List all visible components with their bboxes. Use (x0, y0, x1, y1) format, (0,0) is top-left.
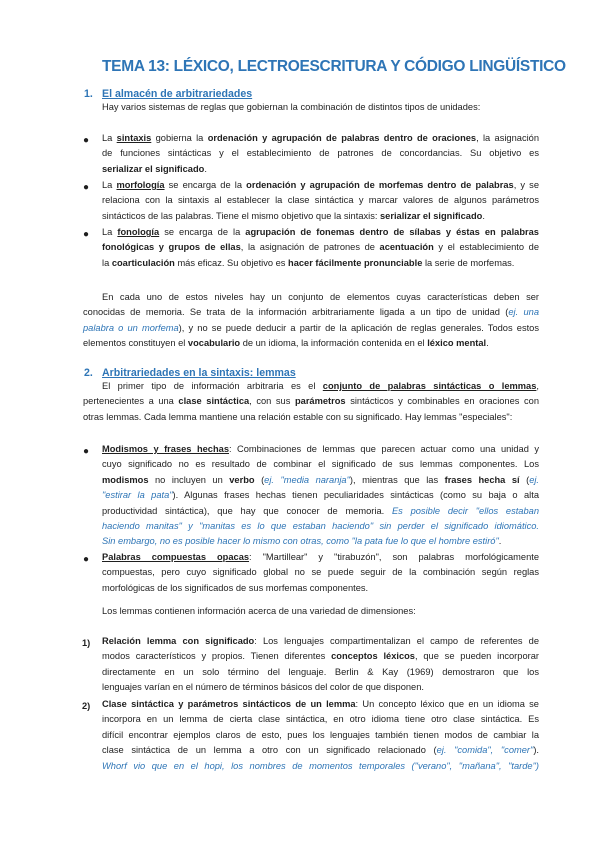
section-title: El almacén de arbitrariedades (102, 88, 253, 100)
bullet-fonologia (102, 225, 539, 271)
page-title: TEMA 13: LÉXICO, LECTROESCRITURA Y CÓDIGO LINGÜÍSTICO (102, 58, 566, 75)
text-line: otras lemmas. Cada lemma mantiene una relación estable con su significado. Hay lemmas "especiales": (83, 411, 513, 422)
text-line: sintácticos de las palabras. Tiene el mismo objetivo que la sintaxis: serializar el significado. (102, 210, 485, 221)
text-line: haciendo manitas" y "manitas es lo que estaban haciendo" sin perder el significado idiomático. (102, 521, 539, 532)
text-line: productividad sintáctica), que hay que conocer de memoria. Es posible decir "ellos estaban (102, 505, 539, 516)
section-title: Arbitrariedades en la sintaxis: lemmas (102, 367, 296, 379)
bullet-icon: ● (83, 182, 90, 193)
text-line: En cada uno de estos niveles hay un conjunto de elementos cuyas características deben ser (102, 292, 539, 302)
text-line: Relación lemma con significado: Los lenguajes compartimentalizan el campo de referentes de (102, 636, 540, 646)
text-line: modismos no incluyen un verbo (ej. "media naranja"), mientras que las frases hecha sí (ej. (102, 474, 540, 485)
numbered-item-1 (102, 634, 539, 696)
text-line: clase sintáctica de un lemma a otro con un significado relacionado (ej. "comida", "comer"). (102, 745, 539, 756)
list-number: 1) (82, 638, 91, 648)
text-line: Palabras compuestas opacas: "Martillear" y "tirabuzón", son palabras morfológicamente (102, 552, 539, 562)
text-line: incorpora en un lemma de cierta clase sintáctica, en otro idioma tiene otro clase sintáctica. Es (102, 714, 539, 725)
intro-text (102, 100, 542, 115)
section-number: 1. (84, 88, 93, 100)
bullet-icon: ● (83, 229, 90, 240)
text-line: de funciones sintácticas y el establecimiento de patrones de concordancias. Su objetivo es (102, 148, 539, 159)
bullet-morfologia (102, 178, 539, 224)
bullet-icon: ● (83, 446, 90, 457)
text-line: cuyo significado no es resultado de combinar el significado de sus lemmas componentes. Los (102, 459, 539, 470)
section-heading-1 (84, 88, 252, 100)
paragraph-lemmas (83, 379, 539, 425)
text-line: palabra o un morfema), y no se puede deducir a partir de la aplicación de reglas generales. Todos estos (83, 322, 539, 333)
text-line: Modismos y frases hechas: Combinaciones de lemmas que parecen actuar como una unidad y (102, 444, 540, 454)
text-line: Whorf vio que en el hopi, los nombres de momentos temporales ("verano", "mañana", "tarde") (102, 760, 539, 771)
text-line: directamente en un solo término del lenguaje. Berlin & Kay (1969) demostraron que los (102, 666, 539, 677)
intro-line: Hay varios sistemas de reglas que gobiernan la combinación de distintos tipos de unidades: (102, 102, 481, 112)
text-line: La morfología se encarga de la ordenación y agrupación de morfemas dentro de palabras, y se (102, 180, 540, 190)
numbered-item-2 (102, 697, 539, 774)
bullet-icon: ● (83, 554, 90, 565)
bullet-modismos (102, 442, 539, 550)
list-number: 2) (82, 701, 91, 711)
text-line: El primer tipo de información arbitraria es el conjunto de palabras sintácticas o lemmas, (102, 381, 539, 391)
text-line: serializar el significado. (102, 163, 207, 174)
text-line: "estirar la pata"). Algunas frases hechas tienen peculiaridades sintácticas (como su baja o alta (102, 490, 539, 501)
text-line: relaciona con la sintaxis al establecer la clase sintáctica y marcar valores de algunos parámetros (102, 195, 539, 206)
text-line: modos característicos y propios. Tienen diferentes conceptos léxicos, que se pueden incorporar (102, 651, 539, 662)
text-line: elementos constituyen el vocabulario de un idioma, la información contenida en el léxico mental. (83, 338, 489, 349)
text-line: la coarticulación más eficaz. Su objetivo es hacer fácilmente pronunciable la serie de morfemas. (102, 257, 515, 268)
text-line: La sintaxis gobierna la ordenación y agrupación de palabras dentro de oraciones, la asignación (102, 133, 540, 143)
text-line: morfológicas de los significados de sus morfemas componentes. (102, 582, 369, 593)
text-line: lenguajes varían en el número de términos básicos del color de que disponen. (102, 682, 424, 693)
text-line: conocidas de memoria. Se trata de la información arbitrariamente ligada a un tipo de unidad (ej. una (83, 307, 539, 318)
text-line: compuestas, pero cuyo significado global no se puede seguir de la combinación según reglas (102, 567, 539, 578)
bullet-sintaxis (102, 131, 539, 177)
paragraph-dimensiones (102, 604, 539, 619)
paragraph-vocabulario (83, 290, 539, 352)
bullet-icon: ● (83, 135, 90, 146)
text-line: difícil encontrar ejemplos claros de esto, pues los lenguajes también tienen modos de cambiar la (102, 729, 539, 740)
text-line: pertenecientes a una clase sintáctica, con sus parámetros sintácticos y combinables en oraciones con (83, 396, 539, 407)
section-heading-2 (84, 367, 296, 379)
bullet-compuestas (102, 550, 539, 596)
text-line: Los lemmas contienen información acerca de una variedad de dimensiones: (102, 606, 416, 616)
text-line: La fonología se encarga de la agrupación de fonemas dentro de sílabas y éstas en palabras (102, 227, 539, 237)
text-line: fonológicas y grupos de ellas, la asignación de patrones de acentuación y el establecimiento de (102, 242, 540, 253)
section-number: 2. (84, 367, 93, 379)
text-line: Sin embargo, no es posible hacer lo mismo con otras, como "la pata fue lo que el hombre estiró". (102, 536, 502, 547)
text-line: Clase sintáctica y parámetros sintácticos de un lemma: Un concepto léxico que en un idioma se (102, 699, 539, 709)
